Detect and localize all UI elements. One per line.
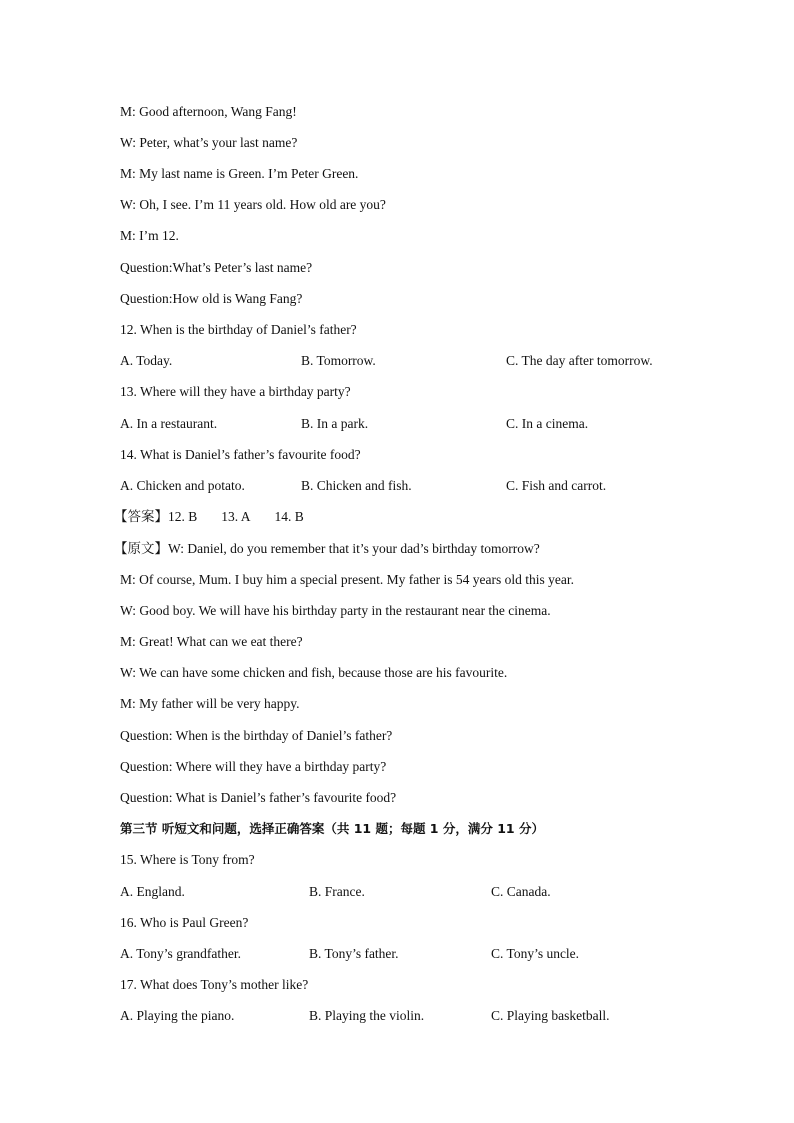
dialogue-line: M: I’m 12. (120, 228, 179, 243)
transcript-first-line (114, 541, 540, 557)
transcript-line: W: We can have some chicken and fish, because those are his favourite. (120, 665, 508, 680)
dialogue-line: M: My last name is Green. I’m Peter Green. (120, 166, 359, 181)
option-12-b: B. Tomorrow. (301, 353, 376, 368)
question-13: 13. Where will they have a birthday party? (120, 384, 351, 399)
question-15: 15. Where is Tony from? (120, 852, 255, 867)
dialogue-line: W: Oh, I see. I’m 11 years old. How old are you? (120, 197, 386, 212)
answer-label: 【答案】 (114, 509, 168, 524)
transcript-question: Question: Where will they have a birthday party? (120, 759, 387, 774)
transcript-text: W: Daniel, do you remember that it’s your dad’s birthday tomorrow? (168, 541, 540, 556)
answer-12: 12. B (168, 509, 198, 524)
section-heading: 第三节 听短文和问题，选择正确答案（共 11 题；每题 1 分，满分 11 分） (120, 821, 544, 836)
answer-13: 13. A (221, 509, 251, 524)
question-17: 17. What does Tony’s mother like? (120, 977, 309, 992)
option-17-c: C. Playing basketball. (491, 1008, 610, 1023)
dialogue-line: M: Good afternoon, Wang Fang! (120, 104, 297, 119)
option-15-a: A. England. (120, 884, 185, 899)
question-12: 12. When is the birthday of Daniel’s father? (120, 322, 357, 337)
dialogue-question: Question:What’s Peter’s last name? (120, 260, 313, 275)
option-16-c: C. Tony’s uncle. (491, 946, 580, 961)
option-17-a: A. Playing the piano. (120, 1008, 235, 1023)
answer-line (114, 509, 304, 525)
transcript-line: M: Of course, Mum. I buy him a special present. My father is 54 years old this year. (120, 572, 575, 587)
transcript-question: Question: What is Daniel’s father’s favourite food? (120, 790, 397, 805)
transcript-line: W: Good boy. We will have his birthday party in the restaurant near the cinema. (120, 603, 551, 618)
option-16-a: A. Tony’s grandfather. (120, 946, 242, 961)
option-17-b: B. Playing the violin. (309, 1008, 425, 1023)
dialogue-question: Question:How old is Wang Fang? (120, 291, 303, 306)
option-13-a: A. In a restaurant. (120, 416, 218, 431)
option-16-b: B. Tony’s father. (309, 946, 399, 961)
option-13-c: C. In a cinema. (506, 416, 589, 431)
transcript-label: 【原文】 (114, 541, 168, 556)
option-14-b: B. Chicken and fish. (301, 478, 412, 493)
option-13-b: B. In a park. (301, 416, 369, 431)
question-16: 16. Who is Paul Green? (120, 915, 249, 930)
option-14-c: C. Fish and carrot. (506, 478, 607, 493)
option-15-b: B. France. (309, 884, 365, 899)
transcript-question: Question: When is the birthday of Daniel’s father? (120, 728, 393, 743)
option-14-a: A. Chicken and potato. (120, 478, 245, 493)
option-12-a: A. Today. (120, 353, 173, 368)
transcript-line: M: My father will be very happy. (120, 696, 300, 711)
answer-14: 14. B (274, 509, 304, 524)
option-15-c: C. Canada. (491, 884, 551, 899)
dialogue-line: W: Peter, what’s your last name? (120, 135, 298, 150)
option-12-c: C. The day after tomorrow. (506, 353, 653, 368)
question-14: 14. What is Daniel’s father’s favourite food? (120, 447, 361, 462)
transcript-line: M: Great! What can we eat there? (120, 634, 303, 649)
